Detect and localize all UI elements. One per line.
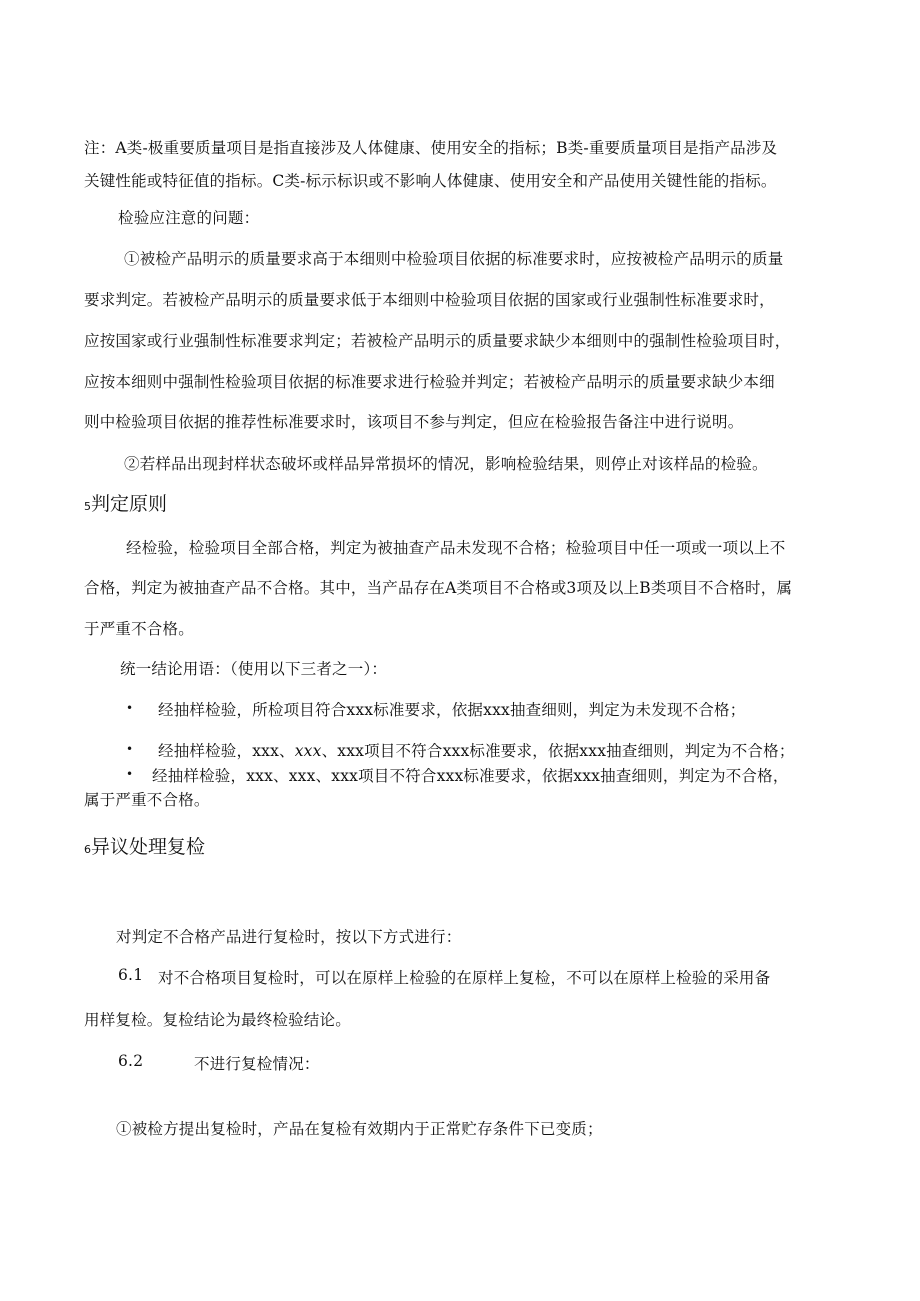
section-6-2-text: 不进行复检情况： bbox=[194, 1055, 320, 1073]
note-line-2: 关键性能或特征值的指标。C类-标示标识或不影响人体健康、使用安全和产品使用关键性能的指标。 bbox=[84, 172, 777, 190]
issues-heading: 检验应注意的问题： bbox=[118, 209, 260, 227]
bullet-1-icon: • bbox=[126, 701, 134, 715]
section-5-paragraph-line-2: 合格，判定为被抽查产品不合格。其中，当产品存在A类项目不合格或3项及以上B类项目不合格时，属 bbox=[84, 579, 793, 597]
bullet-2-icon: • bbox=[126, 742, 134, 756]
issues-paragraph-1-line-2: 要求判定。若被检产品明示的质量要求低于本细则中检验项目依据的国家或行业强制性标准要求时， bbox=[84, 291, 775, 309]
issues-paragraph-2: ②若样品出现封样状态破坏或样品异常损坏的情况，影响检验结果，则停止对该样品的检验。 bbox=[124, 455, 768, 473]
section-6-1-number: 6.1 bbox=[118, 966, 144, 984]
conclusion-option-2-part-b: 、xxx项目不符合xxx标准要求，依据xxx抽查细则，判定为不合格； bbox=[321, 742, 795, 760]
section-6-title: 异议处理复检 bbox=[91, 836, 206, 858]
conclusion-heading: 统一结论用语：（使用以下三者之一）： bbox=[120, 660, 388, 678]
bullet-3-icon: • bbox=[126, 767, 134, 781]
section-6-number: 6 bbox=[84, 843, 91, 856]
conclusion-option-1: 经抽样检验，所检项目符合xxx标准要求，依据xxx抽查细则，判定为未发现不合格； bbox=[158, 701, 746, 719]
issues-paragraph-1-line-3: 应按国家或行业强制性标准要求判定；若被检产品明示的质量要求缺少本细则中的强制性检验项目时， bbox=[84, 332, 791, 350]
section-5-heading bbox=[84, 489, 167, 516]
section-6-heading bbox=[84, 832, 205, 859]
section-6-2-item-1: ①被检方提出复检时，产品在复检有效期内于正常贮存条件下已变质； bbox=[116, 1120, 603, 1138]
conclusion-option-2 bbox=[158, 739, 795, 761]
section-5-title: 判定原则 bbox=[91, 493, 168, 515]
issues-paragraph-1-line-5: 则中检验项目依据的推荐性标准要求时，该项目不参与判定，但应在检验报告备注中进行说明。 bbox=[84, 413, 744, 431]
conclusion-option-2-italic: xxx bbox=[294, 742, 322, 760]
section-6-1-line-1: 对不合格项目复检时，可以在原样上检验的在原样上复检，不可以在原样上检验的采用备 bbox=[158, 969, 771, 987]
conclusion-option-3-line-1: 经抽样检验，xxx、xxx、xxx项目不符合xxx标准要求，依据xxx抽查细则，判定为不合格， bbox=[152, 767, 789, 785]
section-6-1-line-2: 用样复检。复检结论为最终检验结论。 bbox=[84, 1011, 351, 1029]
conclusion-option-2-part-a: 经抽样检验，xxx、 bbox=[158, 742, 295, 760]
issues-paragraph-1-line-1: ①被检产品明示的质量要求高于本细则中检验项目依据的标准要求时，应按被检产品明示的质量 bbox=[124, 250, 784, 268]
section-5-paragraph-line-1: 经检验，检验项目全部合格，判定为被抽查产品未发现不合格；检验项目中任一项或一项以上不 bbox=[126, 539, 786, 557]
section-5-paragraph-line-3: 于严重不合格。 bbox=[84, 620, 194, 638]
section-6-2-number: 6.2 bbox=[118, 1052, 144, 1070]
conclusion-option-3-line-2: 属于严重不合格。 bbox=[84, 791, 210, 809]
note-line-1: 注：A类-极重要质量项目是指直接涉及人体健康、使用安全的指标；B类-重要质量项目是指产品涉及 bbox=[84, 139, 778, 157]
section-6-intro: 对判定不合格产品进行复检时，按以下方式进行： bbox=[116, 928, 462, 946]
issues-paragraph-1-line-4: 应按本细则中强制性检验项目依据的标准要求进行检验并判定；若被检产品明示的质量要求缺少本细 bbox=[84, 373, 775, 391]
section-5-number: 5 bbox=[84, 500, 91, 513]
